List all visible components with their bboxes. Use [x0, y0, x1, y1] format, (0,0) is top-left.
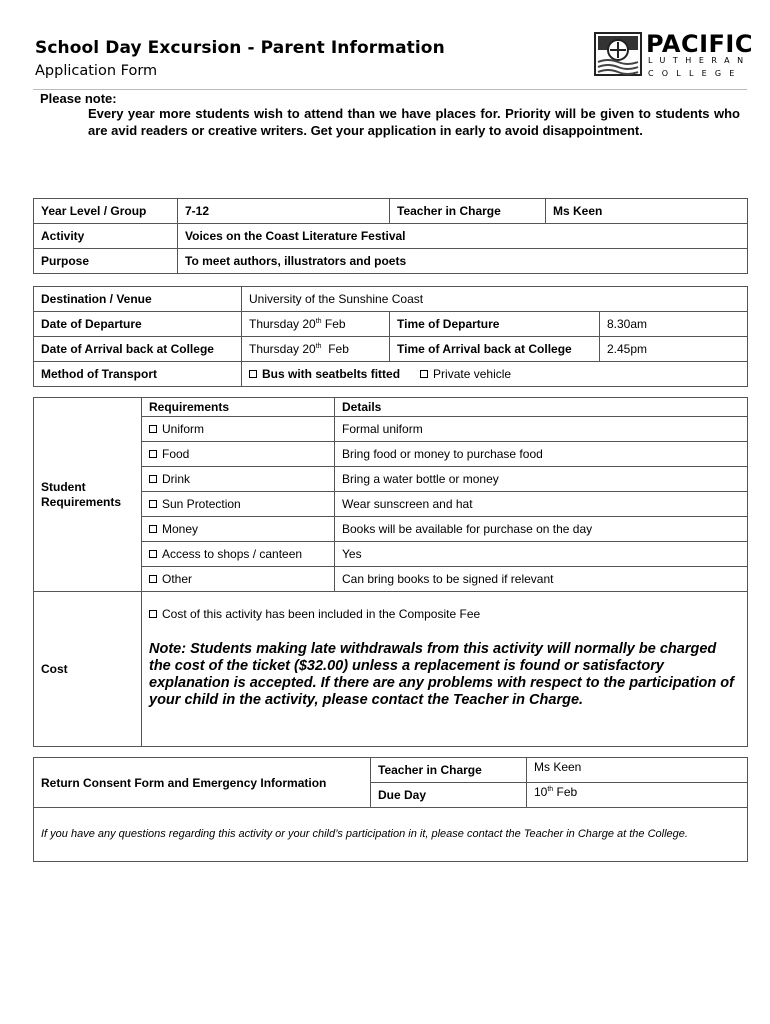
page-subtitle: Application Form	[35, 63, 158, 79]
student-requirements-label: Student Requirements	[34, 398, 142, 592]
purpose-value: To meet authors, illustrators and poets	[178, 249, 748, 274]
requirement-item: Drink	[142, 467, 335, 492]
return-teacher-label: Teacher in Charge	[371, 758, 527, 783]
requirements-header: Requirements	[142, 398, 335, 417]
departure-time-label: Time of Departure	[390, 312, 600, 337]
requirement-checkbox[interactable]	[149, 575, 157, 583]
requirement-checkbox[interactable]	[149, 550, 157, 558]
requirement-detail: Bring a water bottle or money	[335, 467, 748, 492]
return-table	[33, 757, 748, 862]
requirement-detail: Yes	[335, 542, 748, 567]
arrival-date-label: Date of Arrival back at College	[34, 337, 242, 362]
note-body: Every year more students wish to attend than we have places for. Priority will be given to students who are avid readers or creative writers. Get your application in early to avoid disappointment.	[88, 106, 740, 138]
travel-table	[33, 286, 748, 387]
due-day-value: 10th Feb	[527, 783, 748, 808]
requirement-item: Uniform	[142, 417, 335, 442]
departure-date-label: Date of Departure	[34, 312, 242, 337]
transport-label: Method of Transport	[34, 362, 242, 387]
requirement-detail: Bring food or money to purchase food	[335, 442, 748, 467]
requirement-detail: Can bring books to be signed if relevant	[335, 567, 748, 592]
requirement-detail: Books will be available for purchase on the day	[335, 517, 748, 542]
late-withdrawal-note: Note: Students making late withdrawals from this activity will normally be charged the cost of the ticket ($32.00) unless a replacement is found or satisfactory explanation is accepted. If there are any problems with respect to the participation of your child in the activity, please contact the Teacher in Charge.	[149, 641, 734, 708]
requirement-checkbox[interactable]	[149, 500, 157, 508]
return-teacher-value: Ms Keen	[527, 758, 748, 783]
requirement-item: Other	[142, 567, 335, 592]
transport-options	[242, 362, 748, 387]
page-title: School Day Excursion - Parent Information	[35, 38, 445, 58]
transport-bus-label: Bus with seatbelts fitted	[262, 367, 401, 381]
requirement-checkbox[interactable]	[149, 525, 157, 533]
cost-cell	[142, 592, 748, 747]
requirement-item: Money	[142, 517, 335, 542]
activity-value: Voices on the Coast Literature Festival	[178, 224, 748, 249]
requirements-table	[33, 397, 748, 747]
requirement-checkbox[interactable]	[149, 450, 157, 458]
crest-icon	[594, 32, 642, 80]
arrival-date-value: Thursday 20th Feb	[242, 337, 390, 362]
teacher-value: Ms Keen	[546, 199, 748, 224]
requirement-detail: Formal uniform	[335, 417, 748, 442]
requirement-item: Access to shops / canteen	[142, 542, 335, 567]
activity-label: Activity	[34, 224, 178, 249]
details-header: Details	[335, 398, 748, 417]
activity-table	[33, 198, 748, 274]
requirement-item: Sun Protection	[142, 492, 335, 517]
requirement-checkbox[interactable]	[149, 475, 157, 483]
departure-date-value: Thursday 20th Feb	[242, 312, 390, 337]
logo-word-pacific: PACIFIC	[646, 30, 753, 58]
arrival-time-value: 2.45pm	[600, 337, 748, 362]
destination-label: Destination / Venue	[34, 287, 242, 312]
teacher-label: Teacher in Charge	[390, 199, 546, 224]
requirement-item: Food	[142, 442, 335, 467]
logo-word-college: COLLEGE	[648, 69, 743, 78]
year-level-label: Year Level / Group	[34, 199, 178, 224]
note-label: Please note:	[40, 91, 117, 106]
contact-footer: If you have any questions regarding this activity or your child’s participation in it, please contact the Teacher in Charge at the College.	[34, 808, 748, 862]
cost-included-checkbox[interactable]	[149, 610, 157, 618]
arrival-time-label: Time of Arrival back at College	[390, 337, 600, 362]
requirement-checkbox[interactable]	[149, 425, 157, 433]
purpose-label: Purpose	[34, 249, 178, 274]
requirement-detail: Wear sunscreen and hat	[335, 492, 748, 517]
transport-private-checkbox[interactable]	[420, 370, 428, 378]
college-logo	[594, 30, 753, 80]
header-divider	[33, 89, 747, 90]
year-level-value: 7-12	[178, 199, 390, 224]
logo-word-lutheran: LUTHERAN	[648, 56, 751, 65]
destination-value: University of the Sunshine Coast	[242, 287, 748, 312]
departure-time-value: 8.30am	[600, 312, 748, 337]
transport-private-label: Private vehicle	[433, 367, 512, 381]
cost-label: Cost	[34, 592, 142, 747]
due-day-label: Due Day	[371, 783, 527, 808]
cost-included-option: Cost of this activity has been included in the Composite Fee	[149, 607, 740, 621]
transport-bus-checkbox[interactable]	[249, 370, 257, 378]
return-consent-label: Return Consent Form and Emergency Information	[34, 758, 371, 808]
